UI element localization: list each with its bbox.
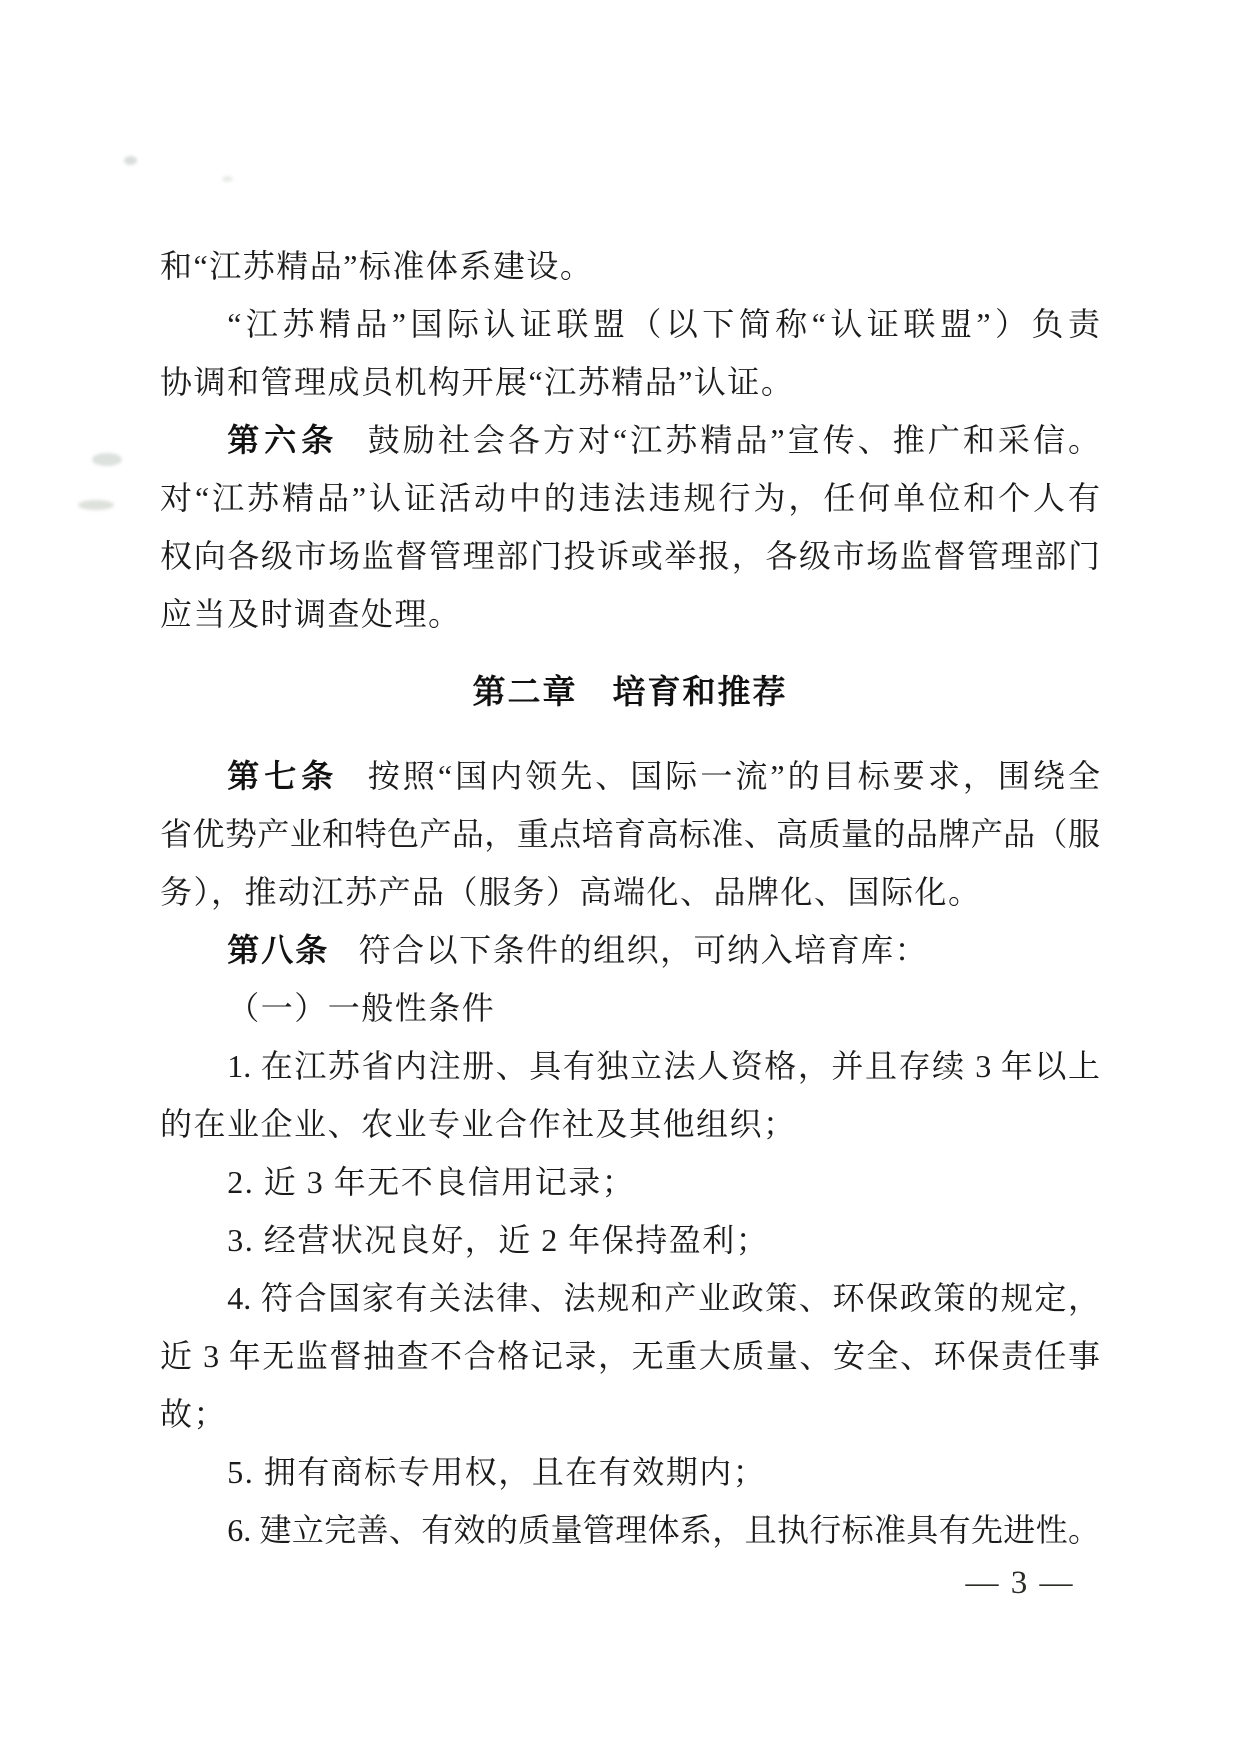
line-text: 6. 建立完善、有效的质量管理体系，且执行标准具有先进性。: [227, 1512, 1100, 1548]
text-line: [160, 1269, 1100, 1327]
text-line: [160, 805, 1100, 863]
text-line: [160, 585, 1100, 643]
page-number: — 3 —: [965, 1565, 1075, 1601]
chapter-heading: [160, 663, 1100, 721]
line-text: 按照“国内领先、国际一流”的目标要求，围绕全: [367, 758, 1100, 794]
text-line: [160, 527, 1100, 585]
article-number-label: 第六条: [227, 422, 339, 458]
scan-artifact: [124, 156, 137, 165]
line-text: 近 3 年无监督抽查不合格记录，无重大质量、安全、环保责任事: [160, 1338, 1100, 1374]
line-text: 的在业企业、农业专业合作社及其他组织；: [160, 1106, 797, 1142]
text-line: [160, 747, 1100, 805]
chapter-heading-text: 第二章 培育和推荐: [472, 673, 788, 710]
line-text: 省优势产业和特色产品，重点培育高标准、高质量的品牌产品（服: [160, 816, 1100, 852]
line-text: 应当及时调查处理。: [160, 596, 462, 632]
line-text: 2. 近 3 年无不良信用记录；: [227, 1164, 636, 1200]
article-number-label: 第八条: [227, 932, 330, 968]
text-line: [160, 1037, 1100, 1095]
scan-artifact: [222, 176, 233, 182]
text-line: [160, 353, 1100, 411]
scan-artifact: [92, 453, 122, 466]
line-text: 故；: [160, 1396, 228, 1432]
line-text: 和“江苏精品”标准体系建设。: [160, 248, 594, 284]
text-line: [160, 1153, 1100, 1211]
document-body: [160, 237, 1100, 1559]
text-line: [160, 1443, 1100, 1501]
line-text: 3. 经营状况良好，近 2 年保持盈利；: [227, 1222, 770, 1258]
line-text: “江苏精品”国际认证联盟（以下简称“认证联盟”）负责: [227, 306, 1100, 342]
text-line: [160, 863, 1100, 921]
text-line: [160, 1385, 1100, 1443]
line-text: 4. 符合国家有关法律、法规和产业政策、环保政策的规定，: [227, 1280, 1100, 1316]
line-text: 5. 拥有商标专用权，且在有效期内；: [227, 1454, 767, 1490]
line-text: 权向各级市场监督管理部门投诉或举报，各级市场监督管理部门: [160, 538, 1100, 574]
text-line: [160, 237, 1100, 295]
line-text: 对“江苏精品”认证活动中的违法违规行为，任何单位和个人有: [160, 480, 1100, 516]
scan-artifact: [78, 500, 114, 510]
article-number-label: 第七条: [227, 758, 339, 794]
text-line: [160, 979, 1100, 1037]
line-text: 务），推动江苏产品（服务）高端化、品牌化、国际化。: [160, 874, 982, 910]
line-text: 鼓励社会各方对“江苏精品”宣传、推广和采信。: [367, 422, 1100, 458]
text-line: [160, 1327, 1100, 1385]
line-text: 1. 在江苏省内注册、具有独立法人资格，并且存续 3 年以上: [227, 1048, 1100, 1084]
text-line: [160, 1501, 1100, 1559]
text-line: [160, 921, 1100, 979]
text-line: [160, 469, 1100, 527]
line-text: 符合以下条件的组织，可纳入培育库：: [358, 932, 929, 968]
text-line: [160, 411, 1100, 469]
text-line: [160, 1211, 1100, 1269]
line-text: 协调和管理成员机构开展“江苏精品”认证。: [160, 364, 795, 400]
line-text: （一）一般性条件: [227, 990, 496, 1026]
text-line: [160, 1095, 1100, 1153]
text-line: [160, 295, 1100, 353]
